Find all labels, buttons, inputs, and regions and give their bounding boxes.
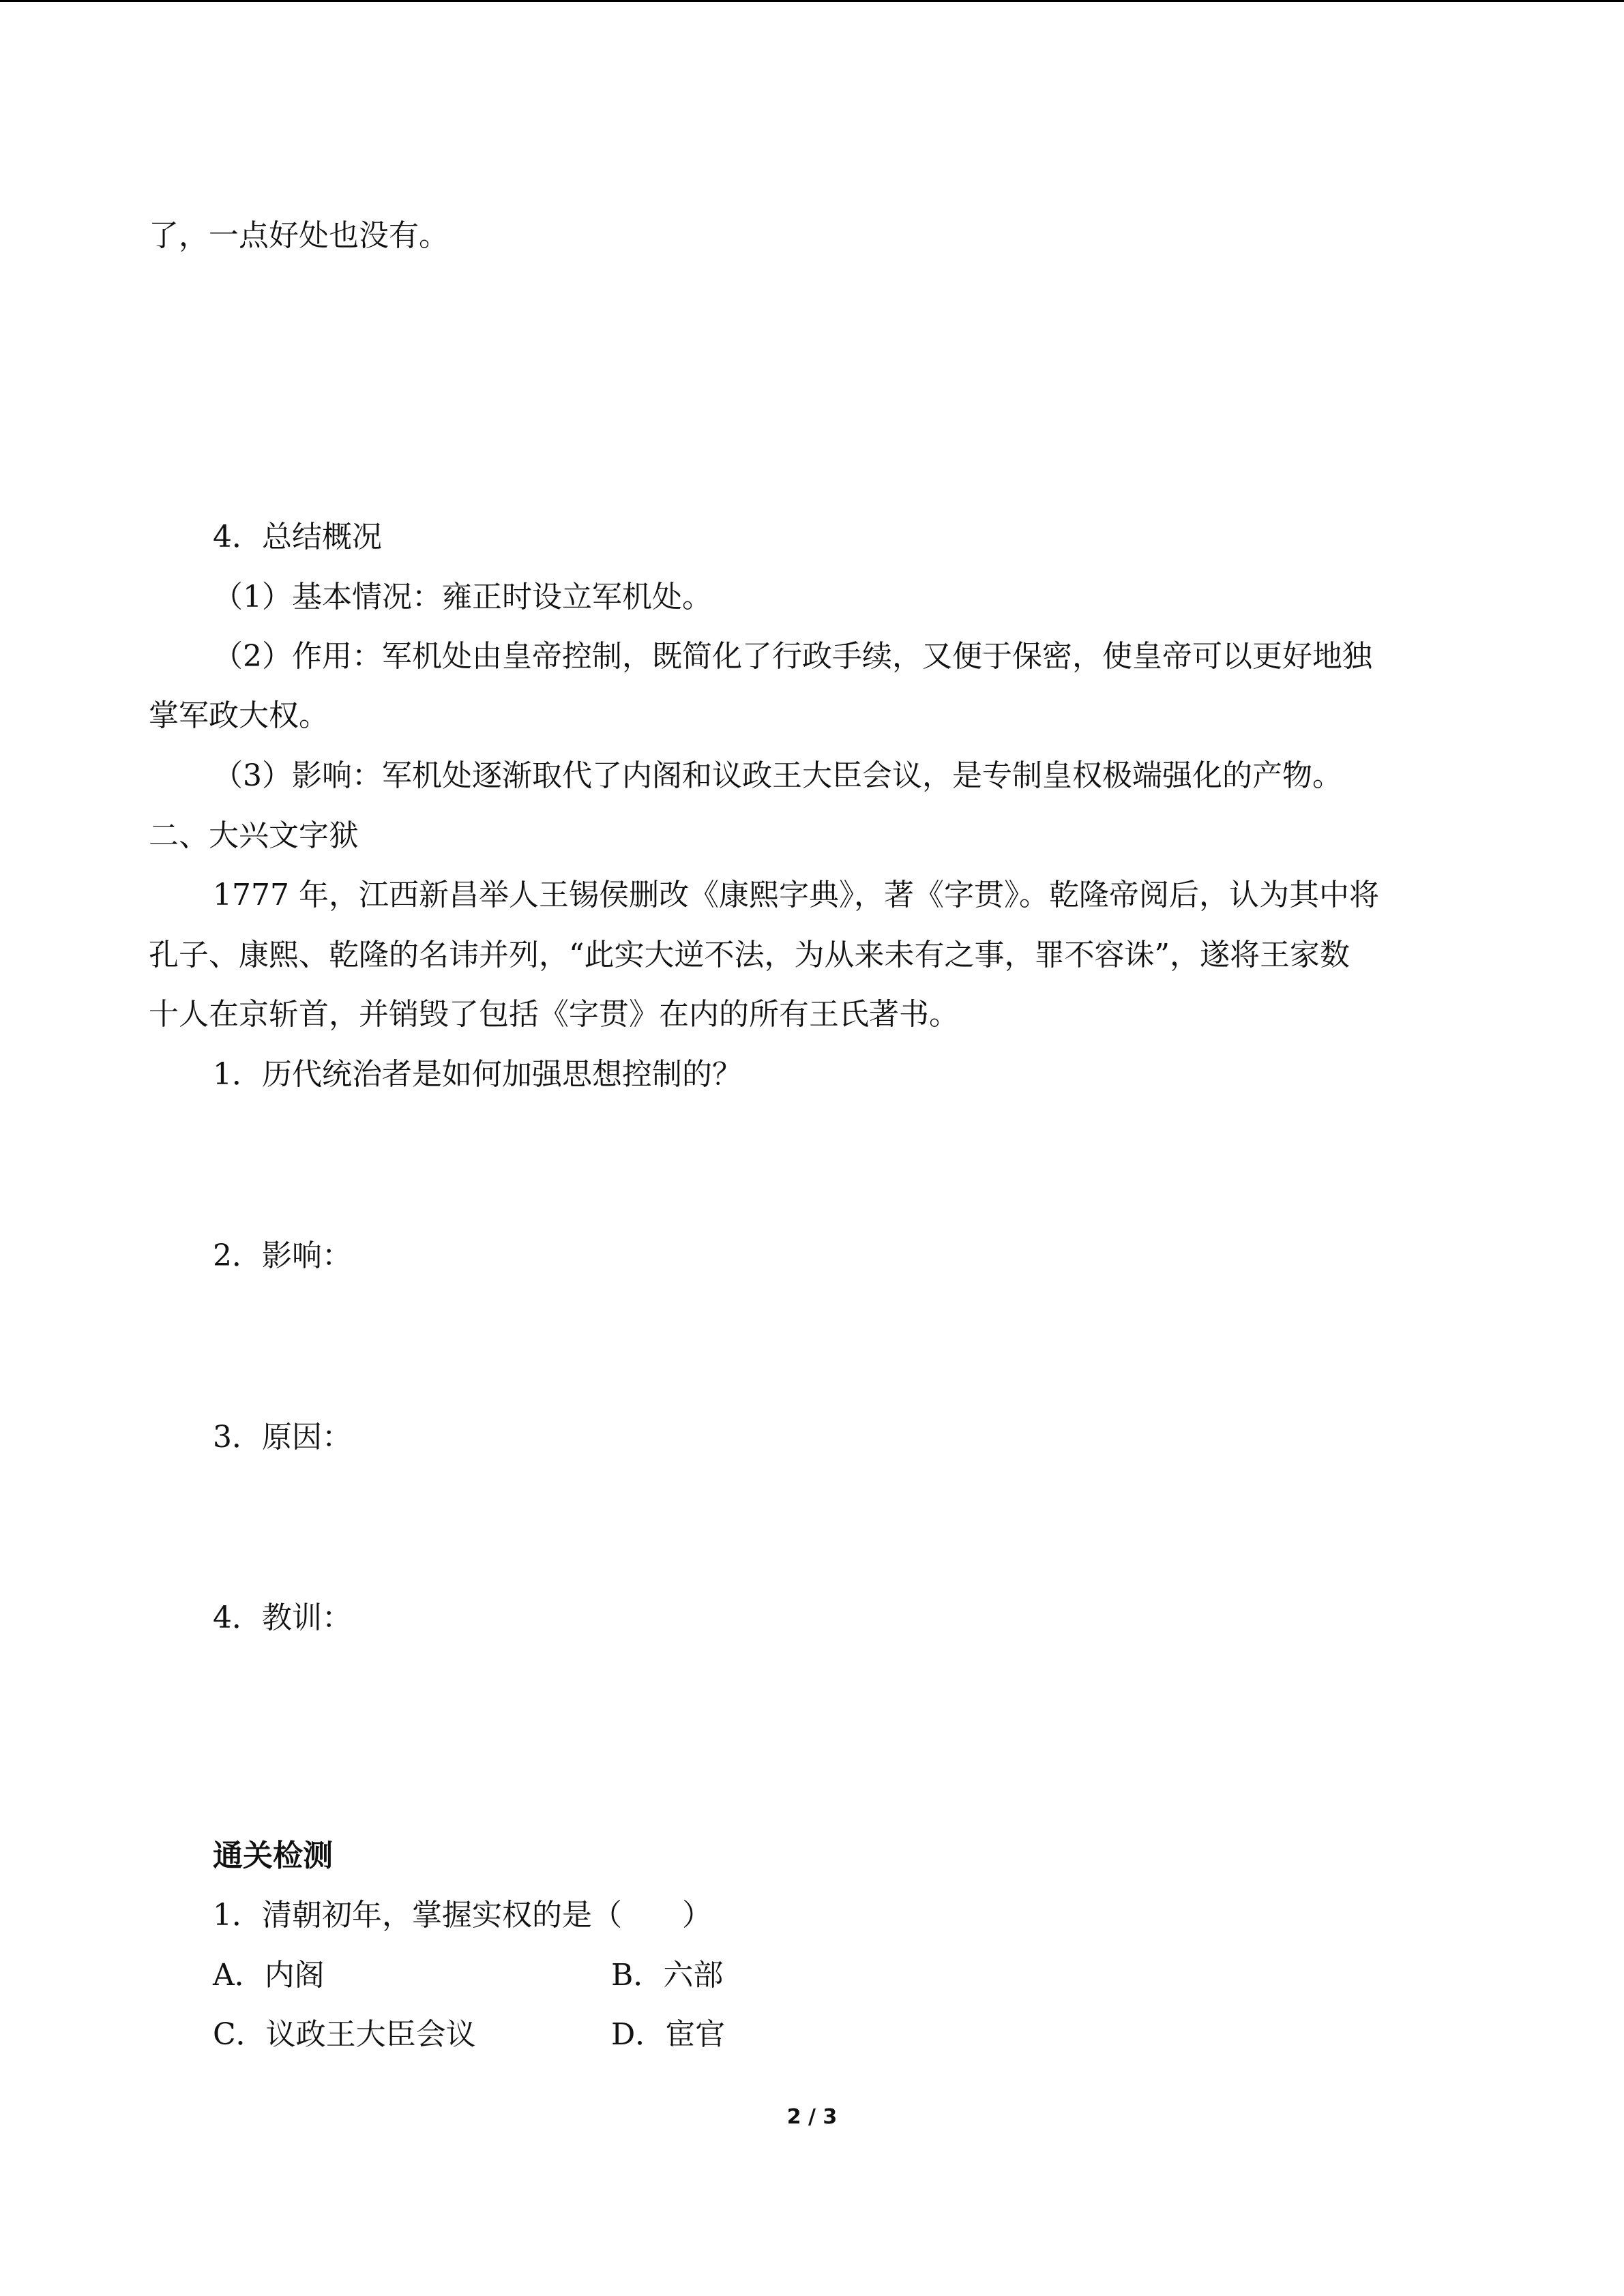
- paragraph-function-line2: 掌军政大权。: [149, 698, 329, 733]
- paragraph-case-line3: 十人在京斩首，并销毁了包括《字贯》在内的所有王氏著书。: [149, 997, 959, 1032]
- quiz-question-1: 1．清朝初年，掌握实权的是（ ）: [213, 1898, 712, 1933]
- section-title-literary-inquisition: 二、大兴文字狱: [149, 818, 359, 853]
- quiz-option-d: D．宦官: [611, 2017, 726, 2052]
- question-lesson: 4．教训：: [213, 1600, 352, 1635]
- quiz-option-a: A．内阁: [213, 1958, 325, 1993]
- quiz-heading: 通关检测: [213, 1838, 333, 1873]
- question-cause: 3．原因：: [213, 1420, 352, 1455]
- paragraph-case-line2: 孔子、康熙、乾隆的名讳并列，“此实大逆不法，为从来未有之事，罪不容诛”，遂将王家数: [149, 938, 1350, 972]
- paragraph-case-line1: 1777 年，江西新昌举人王锡侯删改《康熙字典》，著《字贯》。乾隆帝阅后，认为其中将: [213, 878, 1379, 912]
- top-border: [0, 0, 1624, 2]
- paragraph-impact: （3）影响：军机处逐渐取代了内阁和议政王大臣会议，是专制皇权极端强化的产物。: [213, 758, 1342, 793]
- text-line-continuation: 了，一点好处也没有。: [149, 218, 449, 253]
- paragraph-basic-situation: （1）基本情况：雍正时设立军机处。: [213, 580, 712, 614]
- paragraph-function-line1: （2）作用：军机处由皇帝控制，既简化了行政手续，又便于保密，使皇帝可以更好地独: [213, 639, 1372, 674]
- question-thought-control: 1．历代统治者是如何加强思想控制的？: [213, 1057, 742, 1092]
- question-impact: 2．影响：: [213, 1238, 352, 1273]
- section-heading-summary: 4．总结概况: [213, 520, 382, 554]
- page-number: 2 / 3: [786, 2105, 838, 2129]
- quiz-option-b: B．六部: [611, 1958, 724, 1993]
- quiz-option-c: C．议政王大臣会议: [213, 2017, 476, 2052]
